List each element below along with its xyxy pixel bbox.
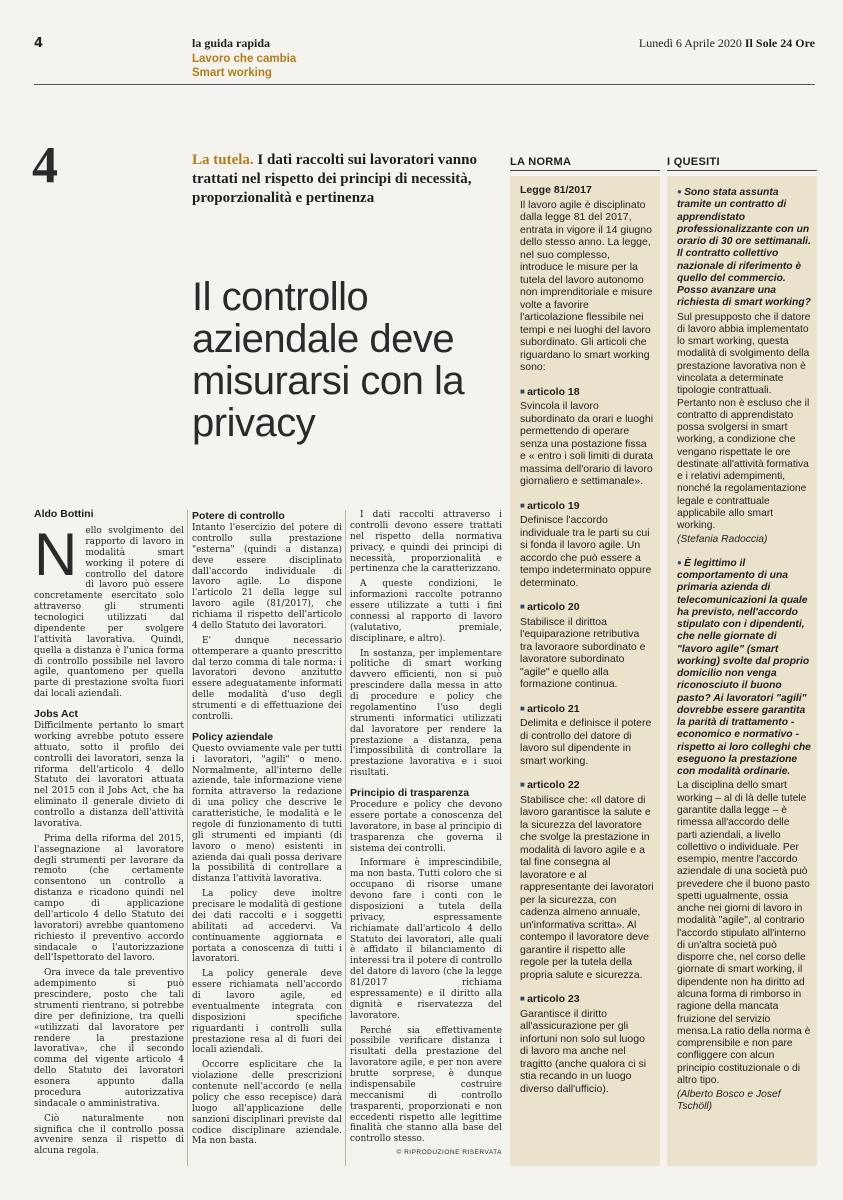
article-22-title: ■ articolo 22 [520,779,654,792]
paragraph: Prima della riforma del 2015, l'assegnazione al lavoratore degli strumenti per lavorare da remoto (che certamente consentono un controllo a distanza e ricadono quindi nel campo di applicazione dell'articolo 4 dello Statuto dei lavoratori) avrebbe quantomeno richiesto il preventivo accordo sindacale o l'autorizzazione dell'Ispettorato del lavoro. [34,833,184,964]
deck-tag: La tutela. [192,152,254,168]
subheading-potere-di-controllo: Potere di controllo [192,510,285,522]
article-headline: Il controllo aziendale deve misurarsi con la privacy [192,275,465,445]
quesiti-box [667,176,817,1166]
header-rule [34,84,815,85]
norma-box [510,176,660,1166]
article-18-text: Svincola il lavoro subordinato da orari e luoghi permettendo di operare senza una postazione fissa e « entro i soli limiti di durata massima dell'orario di lavoro giornaliero e settimanale». [520,400,654,487]
paragraph: I dati raccolti attraverso i controlli devono essere trattati nel rispetto della normativa privacy, e quindi dei principi di necessità, proporzionalità e pertinenza che la caratterizzano. [350,510,502,575]
answer-1-signature: (Stefania Radoccia) [677,534,768,546]
article-19-text: Definisce l'accordo individuale tra le parti su cui si fonda il lavoro agile. Un accordo che può essere a tempo indeterminato oppure determinato. [520,514,652,589]
paragraph: Informare è imprescindibile, ma non basta. Tutti coloro che si occupano di risorse umane devono fare i conti con le disposizioni a tutela della privacy, espressamente richiamate dall'articolo 4 dello Statuto dei lavoratori, alle quali è affidato il bilanciamento di interessi tra il potere di controllo del datore di lavoro (che la legge 81/2017 richiama espressamente) e il diritto alla dignità e riservatezza del lavoratore. [350,858,502,1021]
article-23-title: ■ articolo 23 [520,993,654,1006]
norma-intro: Il lavoro agile è disciplinato dalla legge 81 del 2017, entrata in vigore il 14 giugno dello stesso anno. La legge, nel suo complesso, introduce le misure per la tutela del lavoro autonomo non imprenditoriale e misure volte a favorire l'articolazione flessibile nei tempi e nei luoghi del lavoro subordinato. Gli articoli che riguardano lo smart working sono: [520,198,653,373]
article-column-1 [34,521,184,1161]
answer-2: La disciplina dello smart working – al di là delle tutele garantite dalla legge – è rimessa all'accordo delle parti aziendali, a livello collettivo o individuale. Per esempio, mentre l'accordo aziendale di una società può prevedere che il buono pasto spetti ugualmente, ossia anche nei giorni di lavoro in modalità "agile", al contrario l'accordo stipulato all'interno di un'altra società può disporre che, nel corso delle giornate di smart working, il dipendente non ha diritto ad alcuna forma di rimborso in ragione della mancata fruizione del servizio mensa.La ratio della norma è comprensibile e non pare confliggere con alcun principio costituzionale o di altro tipo. [677,780,811,1086]
paragraph: Questo ovviamente vale per tutti i lavoratori, "agili" o meno. Normalmente, all'interno delle aziende, tale informazione viene fornita attraverso la redazione di una policy che descrive le caratteristiche, le modalità e le regole di funzionamento di tutti gli strumenti ed impianti (di lavoro o meno) esistenti in azienda dai quali possa derivare la possibilità di controllare a distanza l'attività lavorativa. [192,743,342,885]
paragraph: A queste condizioni, le informazioni raccolte potranno essere utilizzate a tutti i fini connessi al rapporto di lavoro (valutativo, premiale, disciplinare, e altro). [350,579,502,644]
question-1: ● Sono stata assunta tramite un contratto di apprendistato professionalizzante con un orario di 30 ore settimanali. Il contratto collettivo nazionale di riferimento è quello del commercio. Posso avanzare una richiesta di smart working? [677,186,811,310]
paragraph: La policy deve inoltre precisare le modalità di gestione dei dati raccolti e i soggetti abilitati ad accedervi. Va continuamente aggiornata e portata a conoscenza di tutti i lavoratori. [192,889,342,965]
chapter-number: 4 [32,137,58,194]
paragraph: Occorre esplicitare che la violazione delle prescrizioni contenute nell'accordo (e nella policy che esso recepisce) darà luogo all'applicazione delle sanzioni disciplinari previste dal codice disciplinare aziendale. Ma non basta. [192,1060,342,1147]
paragraph [34,521,184,700]
article-22-text: Stabilisce che: «Il datore di lavoro garantisce la salute e la sicurezza del lavoratore che svolge la prestazione in modalità di lavoro agile e a tal fine consegna al lavoratore e al rappresentante dei lavoratori per la sicurezza, con cadenza almeno annuale, un'informativa scritta». Al contempo il lavoratore deve garantire il rispetto alle regole per la tutela della propria salute e sicurezza. [520,793,654,981]
subheading-jobs-act: Jobs Act [34,708,78,720]
paragraph: In sostanza, per implementare politiche di smart working davvero efficienti, non si può prescindere dalla messa in atto di procedure e policy che regolamentino l'uso degli strumenti informatici utilizzati dal lavoratore per rendere la prestazione a distanza, pena l'impossibilità di controllare la prestazione lavorativa e i suoi risultati. [350,648,502,779]
section-title: la guida rapida [192,36,271,50]
subsection-title [192,52,296,80]
article-column-3 [350,510,502,1156]
quesiti-label: I QUESITI [667,156,720,168]
norma-title: Legge 81/2017 [520,184,592,196]
lead-paragraph: ello svolgimento del rapporto di lavoro in modalità smart working il potere di controllo del datore di lavoro può essere concretamente esercitato solo attraverso gli strumenti tecnologici utilizzati dal dipendente per svolgere l'attività lavorativa. Quindi, quella a distanza è l'unica forma di controllo possibile nel lavoro agile, quantomeno per quella parte di prestazione svolta fuori dai locali aziendali. [34,526,184,700]
paragraph: Procedure e policy che devono essere portate a conoscenza del lavoratore, in base al principio di trasparenza che governa il sistema dei controlli. [350,800,502,854]
subheading-policy-aziendale: Policy aziendale [192,730,274,743]
article-20-text: Stabilisce il dirittoa l'equiparazione retributiva tra lavoraore subordinato e lavoratore subordinato "agile" e quello alla formazione continua. [520,615,646,690]
newspaper-name: Il Sole 24 Ore [744,36,815,50]
paragraph: E' dunque necessario ottemperare a quanto prescritto dal terzo comma di tale norma: i lavoratori devono anzitutto essere adeguatamente informati delle modalità d'uso degli strumenti e di effettuazione dei controlli. [192,635,342,722]
subheading-principio-di-trasparenza: Principio di trasparenza [350,787,470,799]
article-19-title: ■ articolo 19 [520,500,654,513]
subsection-line-2: Smart working [192,67,272,79]
paragraph: La policy generale deve essere richiamata nell'accordo di lavoro agile, ed eventualmente integrata con disposizioni specifiche riguardanti i controlli sulla prestazione resa al di fuori dei locali aziendali. [192,969,342,1056]
article-18-title: ■ articolo 18 [520,386,654,399]
quesiti-rule [667,170,817,171]
answer-1: Sul presupposto che il datore di lavoro abbia implementato lo smart working, questa modalità di svolgimento della prestazione lavorativa non è vincolata a determinate tipologie contrattuali. Pertanto non è escluso che il contratto di apprendistato possa svolgersi in smart working, a condizione che vengano rispettate le ore destinate all'attività formativa e i relativi adempimenti, nonché la regolamentazione legale e contrattuale applicabile allo smart working. [677,311,811,532]
column-divider [345,510,346,1166]
norma-rule [510,170,660,171]
article-21-title: ■ articolo 21 [520,703,654,716]
question-2: ● È legittimo il comportamento di una primaria azienda di telecomunicazioni la quale ha previsto, nell'accordo stipulato con i dipendenti, che nelle giornate di "lavoro agile" (smart working) svolte dal proprio domicilio non venga riconosciuto il buono pasto? Ai lavoratori "agili" dovrebbe essere garantita la parità di trattamento - economico e normativo - rispetto ai loro colleghi che eseguono la prestazione con modalità ordinarie. [677,557,811,779]
paragraph: Ora invece da tale preventivo adempimento si può prescindere, posto che tali strumenti rientrano, si potrebbe dire per definizione, tra quelli «utilizzati dal lavoratore per rendere la prestazione lavorativa», che il secondo comma del vigente articolo 4 dello Statuto dei lavoratori esonera appunto dalla procedura autorizzativa sindacale o amministrativa. [34,968,184,1109]
paragraph: Ciò naturalmente non significa che il controllo possa avvenire senza il rispetto di alcuna regola. [34,1113,184,1157]
drop-cap: N [34,521,78,588]
author-byline: Aldo Bottini [34,508,94,520]
article-deck [192,151,502,208]
deck-text: I dati raccolti sui lavoratori vanno trattati nel rispetto dei principi di necessità, proporzionalità e pertinenza [192,152,477,206]
subsection-line-1: Lavoro che cambia [192,53,297,65]
paragraph: Difficilmente pertanto lo smart working avrebbe potuto essere attuato, sotto il profilo dei controlli dei lavoratori, senza la riforma dell'articolo 4 dello Statuto dei lavoratori attuata nel 2015 con il Jobs Act, che ha eliminato il generale divieto di controllo a distanza dell'attività lavorativa. [34,721,184,829]
article-column-2 [192,510,342,1151]
issue-date: Lunedì 6 Aprile 2020 [638,36,742,50]
copyright-notice: © RIPRODUZIONE RISERVATA [396,1149,502,1157]
norma-label: LA NORMA [510,156,572,168]
article-21-text: Delimita e definisce il potere di controllo del datore di lavoro sul dipendente in smart working. [520,717,652,767]
header-date-line [639,36,815,51]
norma-content [510,176,660,1103]
paragraph: Perché sia effettivamente possibile verificare distanza i risultati della prestazione del lavoratore agile, e per non avere brutte sorprese, è dunque indispensabile costruire meccanismi di controllo trasparenti, proporzionati e non eccedenti rispetto alle legittime finalità che stanno alla base del controllo stesso. [350,1025,502,1145]
article-20-title: ■ articolo 20 [520,601,654,614]
column-divider [187,510,188,1166]
answer-2-signature: (Alberto Bosco e Josef Tschöll) [677,1089,781,1113]
article-23-text: Garantisce il diritto all'assicurazione per gli infortuni non solo sul luogo di lavoro ma anche nel tragitto (anche qualora ci si stia recando in un luogo diverso dall'ufficio). [520,1007,647,1095]
paragraph: Intanto l'esercizio del potere di controllo sulla prestazione "esterna" (quindi a distanza) deve essere disciplinato dall'accordo individuale di lavoro agile. Lo dispone l'articolo 21 della legge sul lavoro agile (81/2017), che richiama il rispetto dell'articolo 4 dello Statuto dei lavoratori. [192,523,342,631]
page-number: 4 [34,36,44,51]
quesiti-content [667,176,817,1122]
